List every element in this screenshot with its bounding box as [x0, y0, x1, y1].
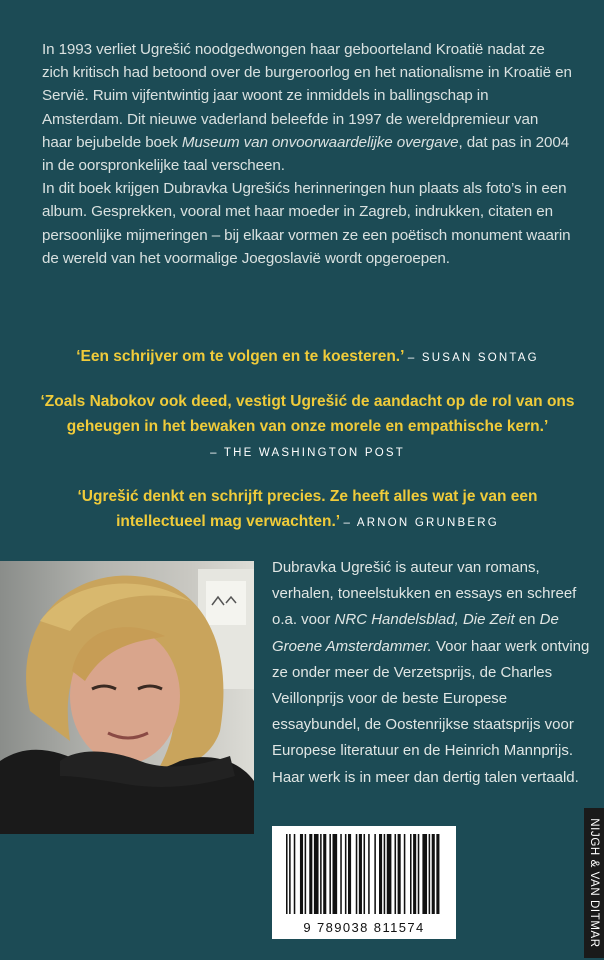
quote-text: ‘Een schrijver om te volgen en te koesteren.’	[76, 348, 404, 365]
bio-text: Voor haar werk ontving ze onder meer de Verzetsprijs, de Charles Veillonprijs voor de beste Europese essaybundel, de Oostenrijkse staatsprijs voor Europese literatuur en de Heinrich Mannprijs. Haar werk is in meer dan dertig talen vertaald.	[272, 637, 590, 786]
review-quotes	[40, 344, 575, 554]
isbn-barcode	[272, 826, 456, 939]
author-photo	[0, 561, 254, 834]
review-quote-2	[40, 389, 575, 466]
blurb-text	[42, 38, 572, 270]
author-bio	[272, 555, 590, 791]
quote-attribution: – THE WASHINGTON POST	[210, 447, 405, 459]
book-title-italic: Museum van onvoorwaardelijke overgave	[181, 133, 459, 151]
bio-text: en	[514, 611, 540, 629]
blurb-paragraph-2: In dit boek krijgen Dubravka Ugrešićs herinneringen hun plaats als foto’s in een album. Gesprekken, vooral met haar moeder in Zagreb, indrukken, citaten en persoonlijke mijmeringen – bij elkaar vormen ze een poëtisch monument waarin de wereld van het voormalige Joegoslavië wordt opgeroepen.	[42, 180, 571, 267]
review-quote-3	[40, 484, 575, 536]
review-quote-1	[40, 344, 575, 371]
publication-name: De Groene Amsterdammer.	[272, 611, 559, 655]
blurb-paragraph-1	[42, 38, 572, 177]
publisher-name: NIJGH & VAN DITMAR	[588, 818, 600, 948]
bio-paragraph	[272, 555, 590, 791]
author-portrait-image	[0, 561, 254, 834]
quote-text: ‘Zoals Nabokov ook deed, vestigt Ugrešić de aandacht op de rol van ons geheugen in het bewaken van onze morele en empathische kern.’	[40, 393, 575, 435]
publisher-logo	[584, 808, 604, 958]
bio-text: Dubravka Ugrešić is auteur van romans, verhalen, toneelstukken en essays en schreef o.a. voor	[272, 559, 577, 629]
publication-name: NRC Handelsblad, Die Zeit	[334, 611, 515, 629]
blurb-text-span: , dat pas in 2004 in de oorspronkelijke taal verscheen.	[42, 133, 570, 175]
quote-attribution: – ARNON GRUNBERG	[343, 517, 499, 529]
quote-text: ‘Ugrešić denkt en schrijft precies. Ze heeft alles wat je van een intellectueel mag verwachten.’	[77, 488, 538, 530]
isbn-number: 9 789038 811574	[303, 920, 425, 935]
quote-attribution: – SUSAN SONTAG	[407, 352, 539, 364]
blurb-text-span: In 1993 verliet Ugrešić noodgedwongen haar geboorteland Kroatië nadat ze zich kritisch had betoond over de burgeroorlog en het nationalisme in Kroatië en Servië. Ruim vijfentwintig jaar woont ze inmiddels in ballingschap in Amsterdam. Dit nieuwe vaderland beleefde in 1997 de wereldpremieur van haar bejubelde boek	[42, 41, 572, 151]
